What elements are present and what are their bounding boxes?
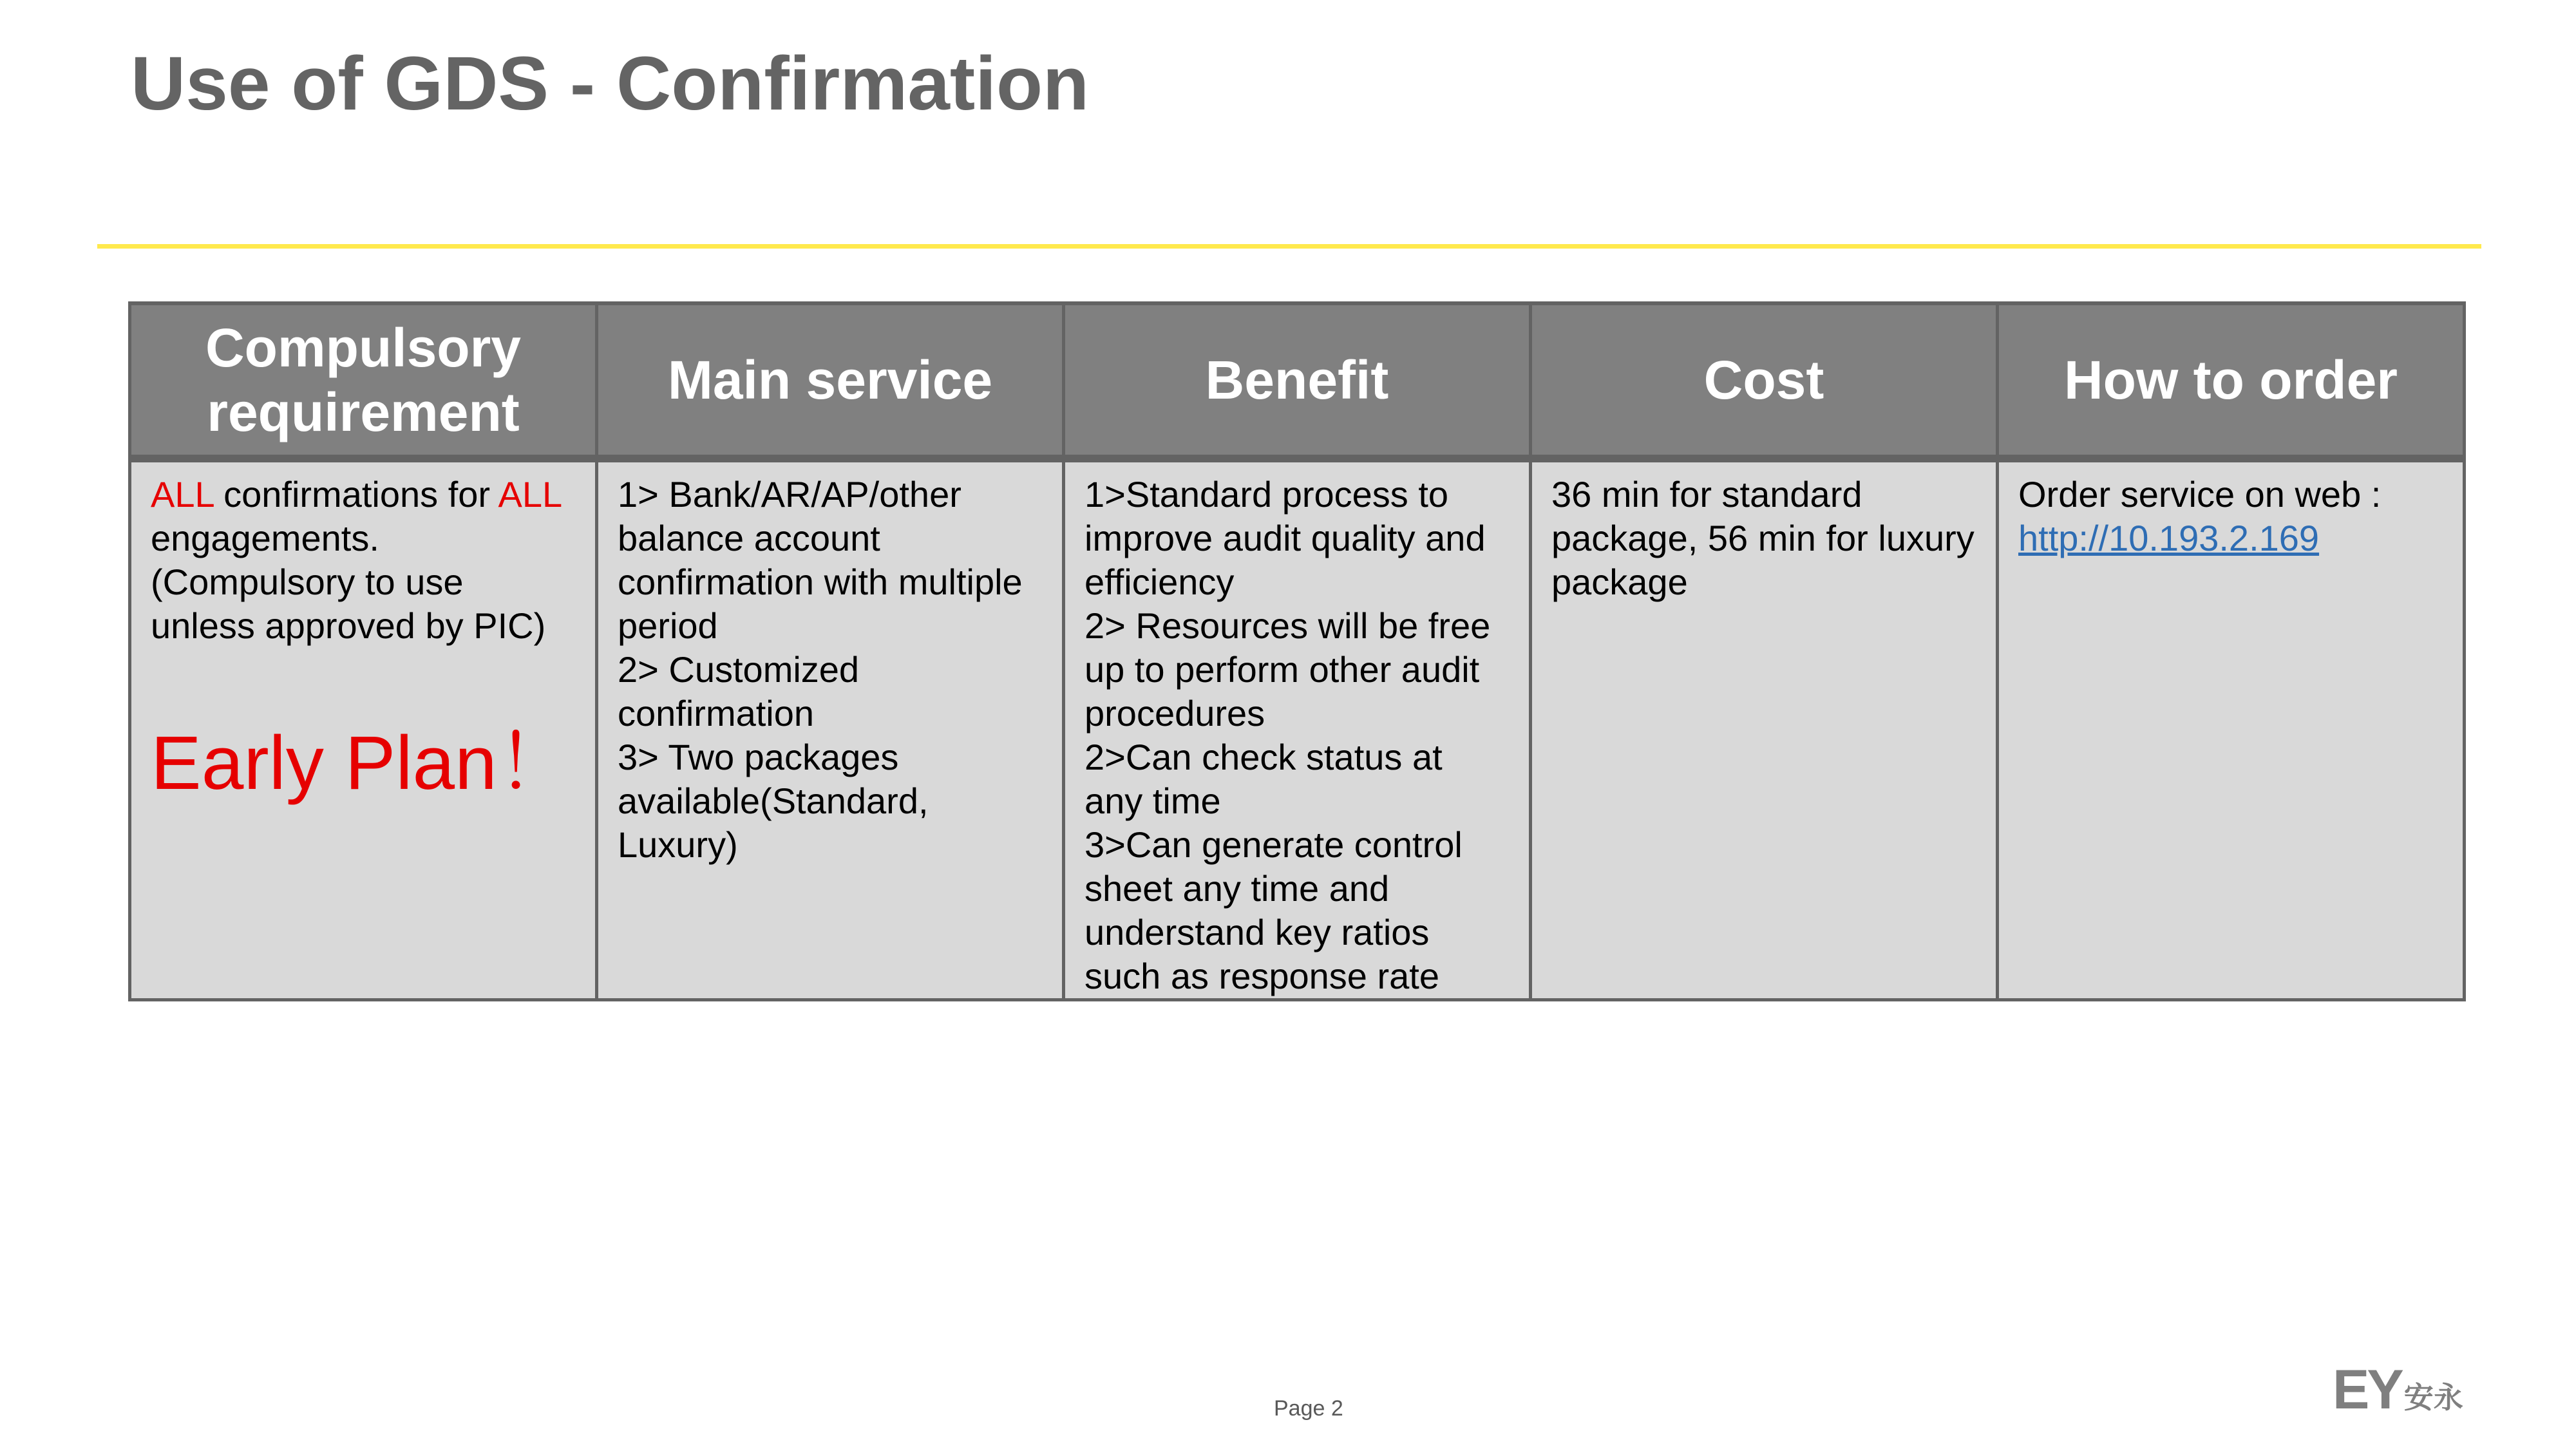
requirement-line-1: [151, 473, 577, 516]
header-label: Main service: [667, 350, 993, 410]
main-service-line: 1> Bank/AR/AP/other: [618, 474, 961, 515]
header-compulsory-requirement: [130, 303, 597, 459]
benefit-line: improve audit quality and: [1084, 518, 1486, 558]
cost-line: package: [1551, 562, 1688, 602]
header-label: Benefit: [1205, 350, 1389, 410]
emphasis-all: ALL: [151, 474, 214, 515]
slide-title: Use of GDS - Confirmation: [131, 41, 1090, 126]
benefit-line: such as response rate: [1084, 956, 1439, 996]
header-label: How to order: [2064, 350, 2398, 410]
early-plan-callout: Early Plan！: [151, 721, 573, 806]
table-row: [130, 459, 2465, 1000]
gds-table: [128, 301, 2466, 1001]
logo-mark: EY: [2333, 1359, 2401, 1421]
cell-benefit: [1064, 459, 1531, 1000]
page-number: Page 2: [1274, 1396, 1343, 1421]
header-cost: [1531, 303, 1998, 459]
requirement-line: (Compulsory to use: [151, 562, 464, 602]
cell-how-to-order: [1998, 459, 2465, 1000]
header-label: Compulsory: [205, 317, 522, 378]
cell-requirement: [130, 459, 597, 1000]
header-benefit: [1064, 303, 1531, 459]
header-main-service: [597, 303, 1064, 459]
spacer: [151, 648, 577, 721]
requirement-text: confirmations for: [213, 474, 498, 515]
benefit-line: 1>Standard process to: [1084, 474, 1449, 515]
order-link[interactable]: http://10.193.2.169: [2018, 518, 2320, 558]
cost-line: 36 min for standard: [1551, 474, 1862, 515]
benefit-line: 2> Resources will be free: [1084, 605, 1491, 646]
main-service-line: 3> Two packages: [618, 737, 899, 777]
emphasis-all: ALL: [498, 474, 563, 515]
main-service-line: balance account: [618, 518, 880, 558]
benefit-line: up to perform other audit: [1084, 649, 1480, 690]
benefit-line: sheet any time and: [1084, 868, 1390, 909]
logo-chinese: 安永: [2403, 1380, 2463, 1415]
order-text: Order service on web :: [2018, 474, 2382, 515]
cell-cost: [1531, 459, 1998, 1000]
table-header-row: [130, 303, 2465, 459]
requirement-line: unless approved by PIC): [151, 605, 546, 646]
header-label: Cost: [1703, 350, 1824, 410]
requirement-line: engagements.: [151, 518, 379, 558]
header-label: requirement: [207, 382, 520, 442]
benefit-line: any time: [1084, 781, 1221, 821]
benefit-line: understand key ratios: [1084, 912, 1430, 952]
benefit-line: procedures: [1084, 693, 1265, 734]
benefit-line: 2>Can check status at: [1084, 737, 1443, 777]
main-service-line: available(Standard,: [618, 781, 929, 821]
main-service-line: confirmation: [618, 693, 815, 734]
header-how-to-order: [1998, 303, 2465, 459]
title-divider: [97, 244, 2481, 249]
cell-main-service: [597, 459, 1064, 1000]
main-service-line: Luxury): [618, 824, 738, 865]
ey-logo: [2333, 1359, 2463, 1421]
benefit-line: efficiency: [1084, 562, 1235, 602]
main-service-line: period: [618, 605, 718, 646]
cost-line: package, 56 min for luxury: [1551, 518, 1975, 558]
main-service-line: confirmation with multiple: [618, 562, 1023, 602]
benefit-line: 3>Can generate control: [1084, 824, 1463, 865]
main-service-line: 2> Customized: [618, 649, 860, 690]
